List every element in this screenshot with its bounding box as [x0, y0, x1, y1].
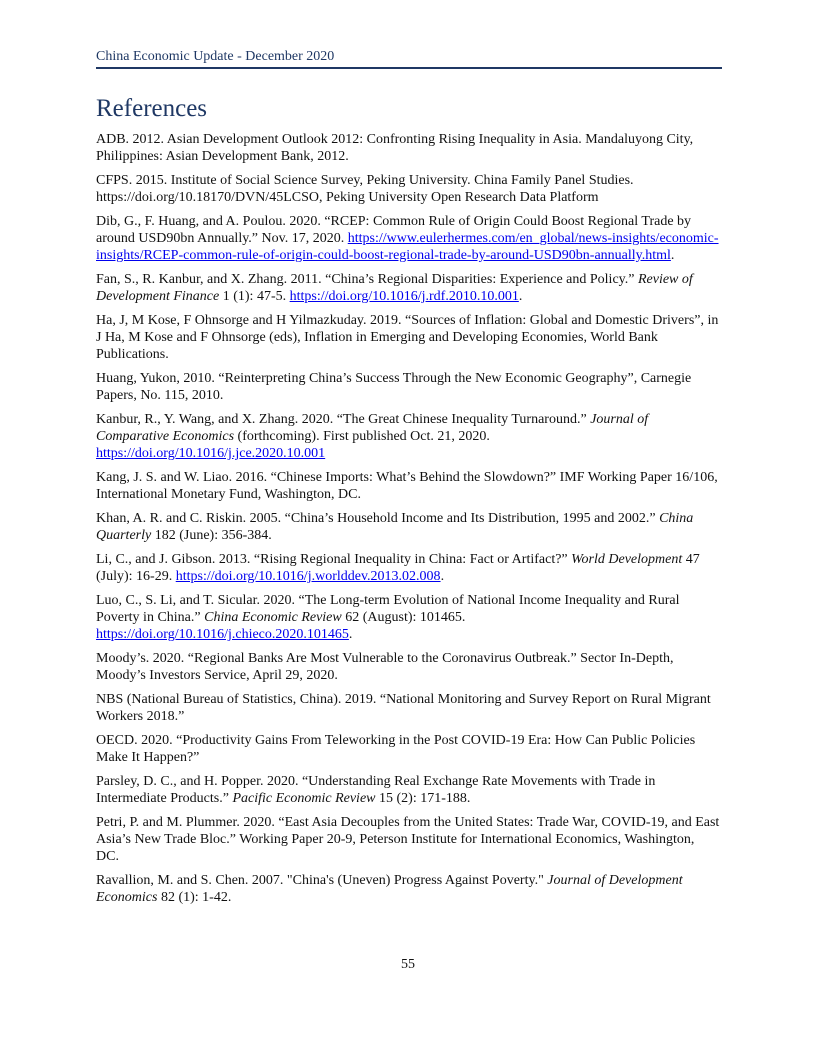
reference-journal-title: Journal of Comparative Economics — [96, 412, 649, 444]
running-header-title: China Economic Update - December 2020 — [96, 49, 335, 64]
reference-text: Ravallion, M. and S. Chen. 2007. "China's (Uneven) Progress Against Poverty." — [96, 873, 548, 888]
reference-text: Kang, J. S. and W. Liao. 2016. “Chinese Imports: What’s Behind the Slowdown?” IMF Working Paper 16/106, International Monetary Fund, Washington, DC. — [96, 470, 718, 502]
reference-text: ADB. 2012. Asian Development Outlook 2012: Confronting Rising Inequality in Asia. Mandaluyong City, Philippines: Asian Development Bank, 2012. — [96, 132, 694, 164]
reference-journal-title: Review of Development Finance — [96, 272, 693, 304]
reference-entry — [96, 131, 720, 165]
reference-text: Luo, C., S. Li, and T. Sicular. 2020. “The Long-term Evolution of National Income Inequality and Rural Poverty in China.” — [96, 593, 680, 625]
reference-text: 47 (July): 16-29. — [96, 552, 700, 584]
reference-journal-title: China Quarterly — [96, 511, 694, 543]
reference-entry — [96, 592, 720, 643]
reference-entry — [96, 732, 720, 766]
reference-entry — [96, 469, 720, 503]
reference-text: . — [440, 569, 445, 584]
reference-text: Kanbur, R., Y. Wang, and X. Zhang. 2020. “The Great Chinese Inequality Turnaround.” — [96, 412, 591, 427]
reference-link[interactable]: https://doi.org/10.1016/j.jce.2020.10.001 — [96, 446, 326, 461]
reference-text: Dib, G., F. Huang, and A. Poulou. 2020. “RCEP: Common Rule of Origin Could Boost Regional Trade by around USD90bn Annually.” Nov. 17, 2020. — [96, 214, 692, 246]
reference-text: NBS (National Bureau of Statistics, China). 2019. “National Monitoring and Survey Report on Rural Migrant Workers 2018.” — [96, 692, 711, 724]
reference-link[interactable]: https://doi.org/10.1016/j.worlddev.2013.02.008 — [175, 569, 441, 584]
reference-entry — [96, 411, 720, 462]
reference-text: Fan, S., R. Kanbur, and X. Zhang. 2011. “China’s Regional Disparities: Experience and Policy.” — [96, 272, 638, 287]
reference-link[interactable]: https://www.eulerhermes.com/en_global/news-insights/economic-insights/RCEP-common-rule-of-origin-could-boost-regional-trade-by-around-USD90bn-annually.html — [96, 231, 719, 263]
reference-link[interactable]: https://doi.org/10.1016/j.chieco.2020.101465 — [96, 627, 349, 642]
reference-link[interactable]: https://doi.org/10.1016/j.rdf.2010.10.001 — [289, 289, 519, 304]
reference-entry — [96, 172, 720, 206]
references-heading: References — [96, 95, 208, 122]
reference-entry — [96, 691, 720, 725]
reference-text: OECD. 2020. “Productivity Gains From Teleworking in the Post COVID-19 Era: How Can Public Policies Make It Happen?” — [96, 733, 696, 765]
reference-entry — [96, 370, 720, 404]
reference-text: . — [518, 289, 523, 304]
reference-text: Li, C., and J. Gibson. 2013. “Rising Regional Inequality in China: Fact or Artifact?” — [96, 552, 572, 567]
reference-text: 62 (August): 101465. — [341, 610, 466, 625]
reference-entry — [96, 213, 720, 264]
references-list — [96, 131, 720, 913]
reference-text: Khan, A. R. and C. Riskin. 2005. “China’s Household Income and Its Distribution, 1995 and 2002.” — [96, 511, 660, 526]
reference-text: 182 (June): 356-384. — [151, 528, 272, 543]
reference-entry — [96, 551, 720, 585]
reference-text: Huang, Yukon, 2010. “Reinterpreting China’s Success Through the New Economic Geography”, Carnegie Papers, No. 115, 2010. — [96, 371, 692, 403]
reference-text: . — [670, 248, 675, 263]
reference-entry — [96, 312, 720, 363]
reference-text: Ha, J, M Kose, F Ohnsorge and H Yilmazkuday. 2019. “Sources of Inflation: Global and Domestic Drivers”, in J Ha, M Kose and F Ohnsorge (eds), Inflation in Emerging and Developing Economies, World Bank Publications. — [96, 313, 719, 362]
reference-text: CFPS. 2015. Institute of Social Science Survey, Peking University. China Family Panel Studies. https://doi.org/10.18170/DVN/45LCSO, Peking University Open Research Data Platform — [96, 173, 634, 205]
reference-journal-title: Journal of Development Economics — [96, 873, 683, 905]
reference-text: Parsley, D. C., and H. Popper. 2020. “Understanding Real Exchange Rate Movements with Trade in Intermediate Products.” — [96, 774, 656, 806]
reference-text: Petri, P. and M. Plummer. 2020. “East Asia Decouples from the United States: Trade War, COVID-19, and East Asia’s New Trade Bloc.” Working Paper 20-9, Peterson Institute for International Economics, Washington, DC. — [96, 815, 720, 864]
reference-entry — [96, 510, 720, 544]
reference-text: Moody’s. 2020. “Regional Banks Are Most Vulnerable to the Coronavirus Outbreak.” Sector In-Depth, Moody’s Investors Service, April 29, 2020. — [96, 651, 674, 683]
reference-entry — [96, 271, 720, 305]
reference-journal-title: World Development — [571, 552, 683, 567]
reference-text: 15 (2): 171-188. — [375, 791, 471, 806]
page-number: 55 — [401, 957, 415, 972]
reference-text: 82 (1): 1-42. — [157, 890, 232, 905]
reference-journal-title: China Economic Review — [204, 610, 342, 625]
page-header — [96, 48, 722, 69]
reference-entry — [96, 773, 720, 807]
reference-journal-title: Pacific Economic Review — [232, 791, 376, 806]
reference-entry — [96, 650, 720, 684]
reference-entry — [96, 872, 720, 906]
reference-text: . — [348, 627, 353, 642]
reference-entry — [96, 814, 720, 865]
reference-text: 1 (1): 47-5. — [219, 289, 290, 304]
reference-text: (forthcoming). First published Oct. 21, 2020. — [234, 429, 490, 444]
